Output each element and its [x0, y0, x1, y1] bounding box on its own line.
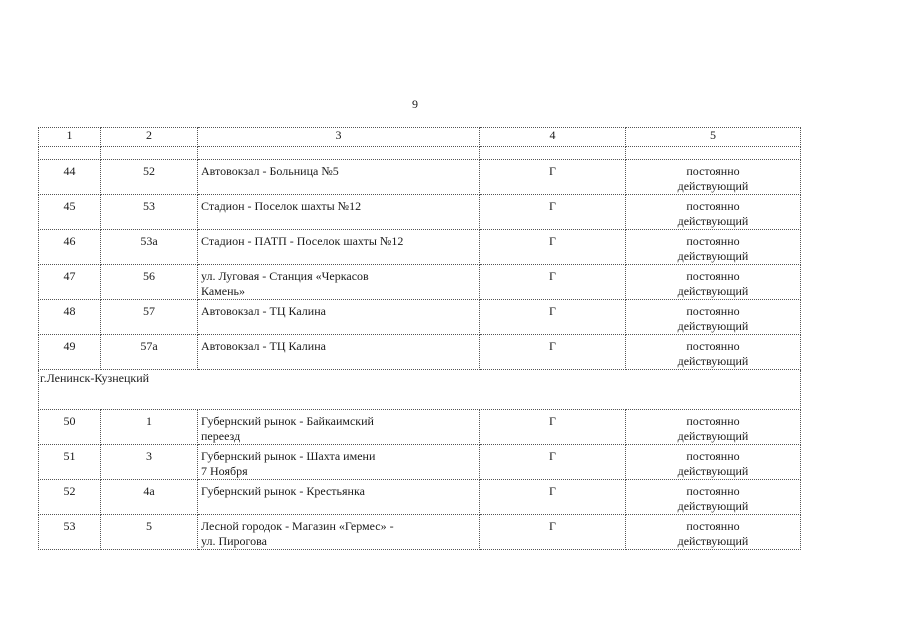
route-status-line: постоянно	[686, 164, 740, 178]
row-number: 51	[39, 445, 101, 480]
route-number: 57	[101, 300, 198, 335]
route-number: 3	[101, 445, 198, 480]
route-group-2	[39, 410, 801, 550]
route-status-line: действующий	[677, 284, 749, 298]
table-row	[39, 445, 801, 480]
route-number: 53	[101, 195, 198, 230]
table-row	[39, 160, 801, 195]
page-number: 9	[412, 97, 418, 111]
row-number: 47	[39, 265, 101, 300]
route-number: 57а	[101, 335, 198, 370]
table-row	[39, 515, 801, 550]
route-name	[198, 480, 480, 515]
header-row	[39, 128, 801, 147]
route-name-line: Камень»	[201, 284, 245, 298]
row-number: 48	[39, 300, 101, 335]
route-status-line: действующий	[677, 214, 749, 228]
route-status	[626, 160, 801, 195]
row-number: 50	[39, 410, 101, 445]
route-status-line: постоянно	[686, 234, 740, 248]
route-name	[198, 445, 480, 480]
route-name-line: ул. Луговая - Станция «Черкасов	[201, 269, 369, 283]
route-name	[198, 300, 480, 335]
route-status-line: действующий	[677, 429, 749, 443]
route-type: Г	[480, 265, 626, 300]
route-status-line: действующий	[677, 354, 749, 368]
route-status-line: постоянно	[686, 414, 740, 428]
route-status-line: постоянно	[686, 269, 740, 283]
table-row	[39, 335, 801, 370]
route-status-line: постоянно	[686, 449, 740, 463]
table-row	[39, 410, 801, 445]
spacer-row	[39, 147, 801, 160]
route-status	[626, 300, 801, 335]
route-status-line: действующий	[677, 464, 749, 478]
route-type: Г	[480, 410, 626, 445]
route-name-line: Автовокзал - ТЦ Калина	[201, 304, 326, 318]
route-type: Г	[480, 160, 626, 195]
route-name-line: Стадион - Поселок шахты №12	[201, 199, 362, 213]
row-number: 52	[39, 480, 101, 515]
route-number: 56	[101, 265, 198, 300]
route-status	[626, 445, 801, 480]
route-type: Г	[480, 445, 626, 480]
route-status-line: действующий	[677, 319, 749, 333]
route-name-line: Губернский рынок - Байкаимский	[201, 414, 374, 428]
route-name-line: Автовокзал - ТЦ Калина	[201, 339, 326, 353]
route-status-line: действующий	[677, 499, 749, 513]
table-row	[39, 265, 801, 300]
route-type: Г	[480, 230, 626, 265]
route-name	[198, 335, 480, 370]
route-status	[626, 230, 801, 265]
route-status-line: постоянно	[686, 484, 740, 498]
route-name-line: ул. Пирогова	[201, 534, 268, 548]
header-cell-5: 5	[626, 128, 801, 147]
route-name	[198, 410, 480, 445]
route-name-line: Стадион - ПАТП - Поселок шахты №12	[201, 234, 404, 248]
route-name	[198, 230, 480, 265]
route-number: 53а	[101, 230, 198, 265]
row-number: 45	[39, 195, 101, 230]
table-row	[39, 195, 801, 230]
route-status-line: действующий	[677, 534, 749, 548]
header-cell-2: 2	[101, 128, 198, 147]
route-type: Г	[480, 300, 626, 335]
route-name	[198, 160, 480, 195]
route-status	[626, 410, 801, 445]
section-title: г.Ленинск-Кузнецкий	[39, 370, 801, 410]
route-status-line: постоянно	[686, 339, 740, 353]
route-number: 52	[101, 160, 198, 195]
route-name-line: Лесной городок - Магазин «Гермес» -	[201, 519, 394, 533]
route-name-line: Автовокзал - Больница №5	[201, 164, 339, 178]
table-row	[39, 230, 801, 265]
row-number: 49	[39, 335, 101, 370]
header-cell-1: 1	[39, 128, 101, 147]
route-name-line: Губернский рынок - Шахта имени	[201, 449, 376, 463]
route-status	[626, 515, 801, 550]
row-number: 46	[39, 230, 101, 265]
header-cell-3: 3	[198, 128, 480, 147]
route-name-line: Губернский рынок - Крестьянка	[201, 484, 365, 498]
route-status-line: действующий	[677, 249, 749, 263]
route-type: Г	[480, 335, 626, 370]
route-number: 5	[101, 515, 198, 550]
route-type: Г	[480, 515, 626, 550]
header-cell-4: 4	[480, 128, 626, 147]
row-number: 44	[39, 160, 101, 195]
table-row	[39, 300, 801, 335]
route-status-line: постоянно	[686, 519, 740, 533]
route-number: 4а	[101, 480, 198, 515]
route-status	[626, 195, 801, 230]
route-name	[198, 265, 480, 300]
route-status-line: постоянно	[686, 199, 740, 213]
route-name-line: 7 Ноября	[201, 464, 248, 478]
route-status	[626, 335, 801, 370]
table-row	[39, 480, 801, 515]
route-group-1	[39, 160, 801, 370]
route-status-line: действующий	[677, 179, 749, 193]
route-name	[198, 515, 480, 550]
route-status	[626, 480, 801, 515]
route-name	[198, 195, 480, 230]
row-number: 53	[39, 515, 101, 550]
route-status-line: постоянно	[686, 304, 740, 318]
section-row	[39, 370, 801, 410]
route-type: Г	[480, 480, 626, 515]
route-type: Г	[480, 195, 626, 230]
route-number: 1	[101, 410, 198, 445]
routes-table	[38, 127, 801, 550]
route-name-line: переезд	[201, 429, 241, 443]
route-status	[626, 265, 801, 300]
